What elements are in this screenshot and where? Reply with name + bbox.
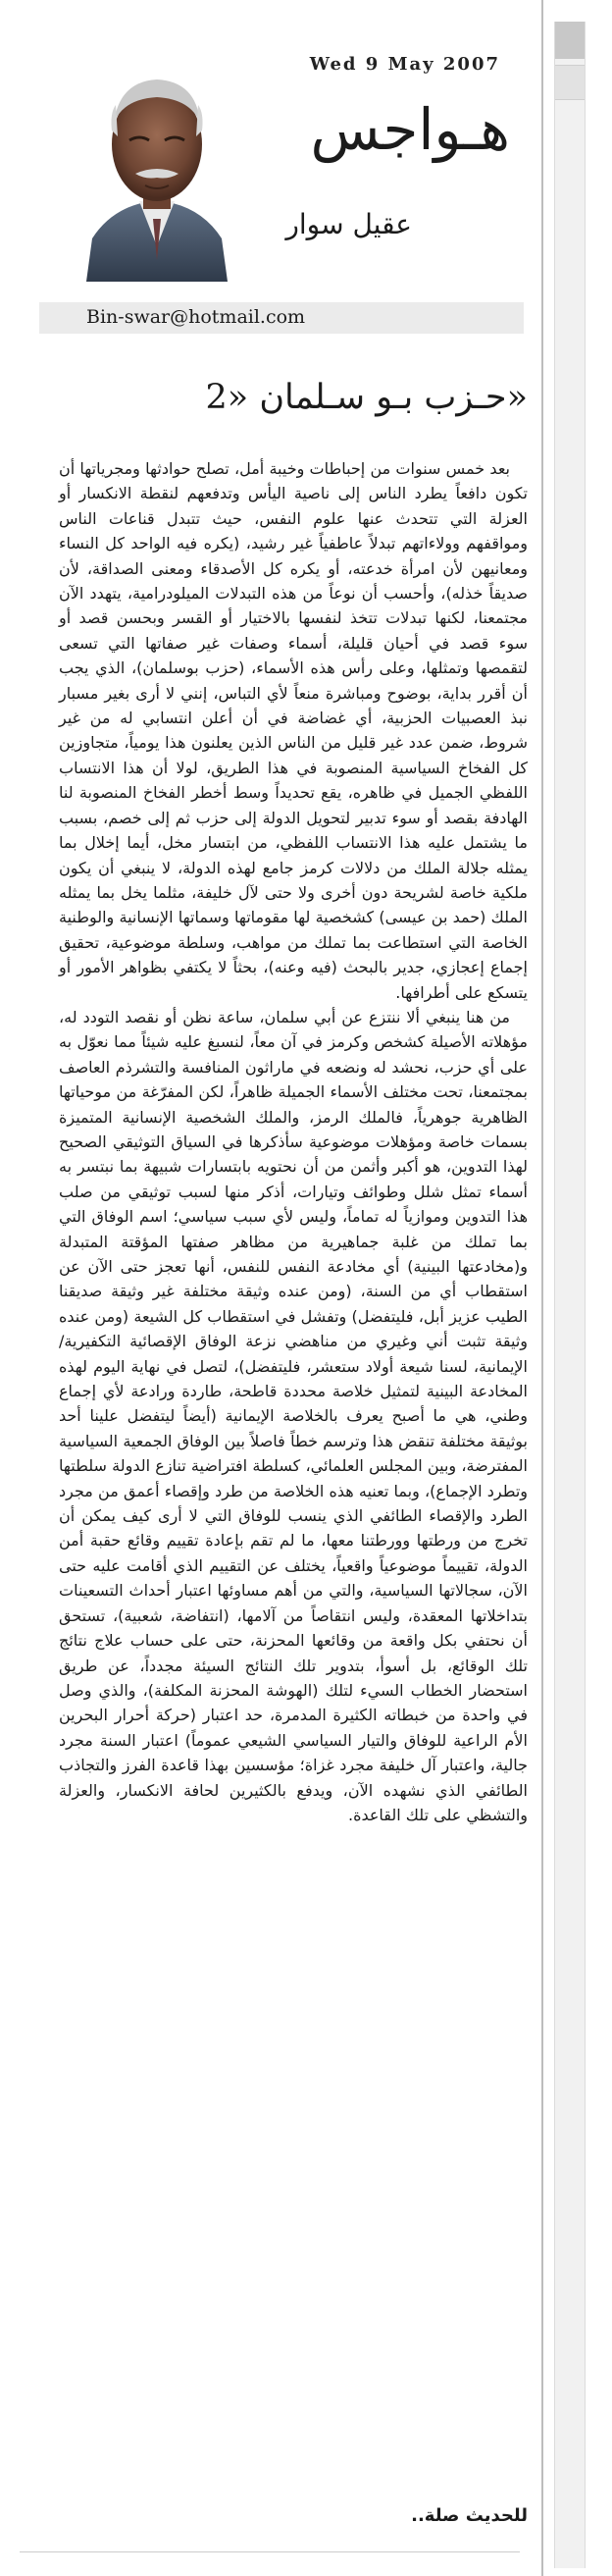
bottom-divider	[20, 2551, 520, 2552]
column-title: هـواجس	[310, 96, 510, 163]
column-header	[0, 0, 539, 294]
scroll-thumb[interactable]	[555, 65, 585, 100]
article-paragraph: من هنا ينبغي ألا ننتزع عن أبي سلمان، ساعة نظن أو نقصد التودد له، مؤهلاته الأصيلة كشخص وكرمز في آن معاً، لنسبغ عليه شيئاً مما نعوّل به على أي حزب، نحشد له ونضعه في ماراثون المنافسة والتشرذم العاصف بمجتمعنا، تحت مختلف الأسماء الجميلة ظاهراً، لكن المفرّغة من موحياتها الظاهرية جوهرياً، فالملك الرمز، والملك الشخصية الإنسانية المتميزة بسمات خاصة ومؤهلات موضوعية سأذكرها في السياق التوثيقي الصحيح لهذا التدوين، هو أكبر وأثمن من أن نحتويه بابتسارات شبيهة بما نبتسر به أسماء تمثل شلل وطوائف وتيارات، أذكر منها لسبب توثيقي من صلب هذا التدوين وموازياً له تماماً، وليس لأي سبب سياسي؛ اسم الوفاق التي بما تملك من غلبة جماهيرية من مظاهر صفتها المؤقتة المتبدلة و(مخادعتها البينية) أي مخادعة النفس للنفس، أنها تعجز حتى الآن عن استقطاب أي من السنة، (ومن عنده وثيقة مختلفة غير وثيقة صديقنا الطيب عزيز أبل، فليتفضل) وتفشل في استقطاب كل الشيعة (ومن عنده وثيقة تثبت أني وغيري من مناهضي نزعة الوفاق الإقصائية التكفيرية/الإيمانية، لسنا شيعة أولاد ستعشر، فليتفضل)، لتصل في نهاية اليوم لهذه المخادعة البينية لتمثيل خلاصة محددة قاطحة، طاردة ورادعة لأي إجماع وطني، هي ما أصبح يعرف بالخلاصة الإيمانية (أيضاً ليتفضل علينا أحد بوثيقة مختلفة تنقض هذا وترسم خطاً فاصلاً بين الوفاق الجمعية السياسية المفترضة، وبين المجلس العلمائي، كسلطة افتراضية تنازع الدولة سلطتها وتطرد الإجماع)، وبما تعنيه هذه الخلاصة من طرد وإقصاء أعمق من مجرد الطرد والإقصاء الطائفي الذي ينسب للوفاق التي لا أرى كيف يمكن أن تخرج من ورطتها وورطتنا معها، ما لم تقم بإعادة تقييم وقائع حقبة أمن الدولة، تقييماً موضوعياً واقعياً، يختلف عن التقييم الذي أقامت عليه حتى الآن، سجالاتها السياسية، والتي من أهم مساوئها اعتبار أحداث التسعينات بتداخلاتها المعقدة، وليس انتقاصاً من آلامها، (انتفاضة، شعبية)، تستحق أن نحتفي بكل واقعة من وقائعها المحزنة، حتى على حساب علاج نتائج تلك الوقائع، بل أسوأ، بتدوير تلك النتائج السيئة مجدداً، عن طريق استحضار الخطاب السيء لتلك (الهوشة المحزنة المكلفة)، والذي وصل في واحدة من خبطاته الكثيرة المدمرة، حد اعتبار (حركة أحرار البحرين الأم الراعية للوفاق والتيار السياسي الشيعي عموماً) اعتبار السنة مجرد جالية، واعتبار آل خليفة مجرد غزاة؛ مؤسسين بهذا قاعدة الفرز والتجاذب الطائفي الذي نشهده الآن، ويدفع بالكثيرين لحافة الانكسار، والعزلة والتشظي على تلك القاعدة.	[59, 1007, 528, 1824]
publication-date: Wed 9 May 2007	[309, 54, 500, 75]
column-divider	[541, 0, 543, 2576]
vertical-scrollbar[interactable]	[554, 22, 586, 2568]
article-headline: حـزب بـو سـلمان «2»	[205, 378, 528, 417]
article-closing: للحديث صلة..	[411, 2505, 528, 2526]
email-bar	[39, 302, 524, 334]
article-body	[59, 456, 528, 1827]
scroll-up-button[interactable]	[555, 22, 585, 59]
author-email-link[interactable]: Bin-swar@hotmail.com	[86, 306, 306, 328]
article-paragraph: بعد خمس سنوات من إحباطات وخيبة أمل، تصلح حوادثها ومجرياتها أن تكون دافعاً يطرد الناس إلى ناصية اليأس وتدفعهم لنقطة الانكسار أو العزلة التي تتحدث عنها علوم النفس، حيث تتبدل قناعات الناس ومواقفهم وولاءاتهم تبدلاً عاطفياً غير رشيد، (يكره فيه الواحد كل النساء ومعانيهن لأن امرأة خدعته، أو يكره كل الأصدقاء ومعنى الصداقة، لأن صديقاً خذله)، وأحسب أن نوعاً من هذه التبدلات الميلودرامية، يتهدد الآن مجتمعنا، لكنها تبدلات تتخذ لنفسها بالاختيار أو القسر وبحسن قصد أو سوء قصد في أحيان قليلة، أسماء وصفات غير صفاتها التي تسعى لتقمصها وتمثلها، وعلى رأس هذه الأسماء، (حزب بوسلمان)، الذي يجب أن أقرر بداية، بوضوح ومباشرة منعاً لأي التباس، إنني لا أرى بغير مسبار نبذ العصبيات الحزبية، أي غضاضة في أن أعلن انتسابي له من غير شروط، ضمن عدد غير قليل من الناس الذين يعلنون هذا يومياً، متجاوزين كل الفخاخ السياسية المنصوبة في هذا الطريق، لولا أن هذا الانتساب اللفظي الجميل في ظاهره، يقع تحديداً وسط أخطر الفخاخ المنصوبة لنا الهادفة بقصد أو سوء تدبير لتحويل الدولة إلى حزب ثم إلى خصم، بسبب ما يشتمل عليه هذا الانتساب اللفظي، من ابتسار مخل، أيما إخلال بما يمثله جلالة الملك من دلالات كرمز جامع لهذه الدولة، لا ينبغي أن يكون ملكية خاصة لشريحة دون أخرى ولا حتى لآل خليفة، مثلما يخل بما يمثله الملك (حمد بن عيسى) كشخصية لها مقوماتها وسماتها الإنسانية والوطنية الخاصة التي استطاعت بما تملك من مواهب، وسلطة موضوعية، تحقيق إجماع إعجازي، جدير بالبحث (فيه وعنه)، بحثاً لا يكتفي بظواهر الأمور أو يتسكع على أطرافها.	[59, 459, 528, 1002]
author-portrait	[80, 54, 233, 282]
author-portrait-icon	[80, 54, 233, 282]
author-name: عقيل سوار	[285, 208, 412, 240]
